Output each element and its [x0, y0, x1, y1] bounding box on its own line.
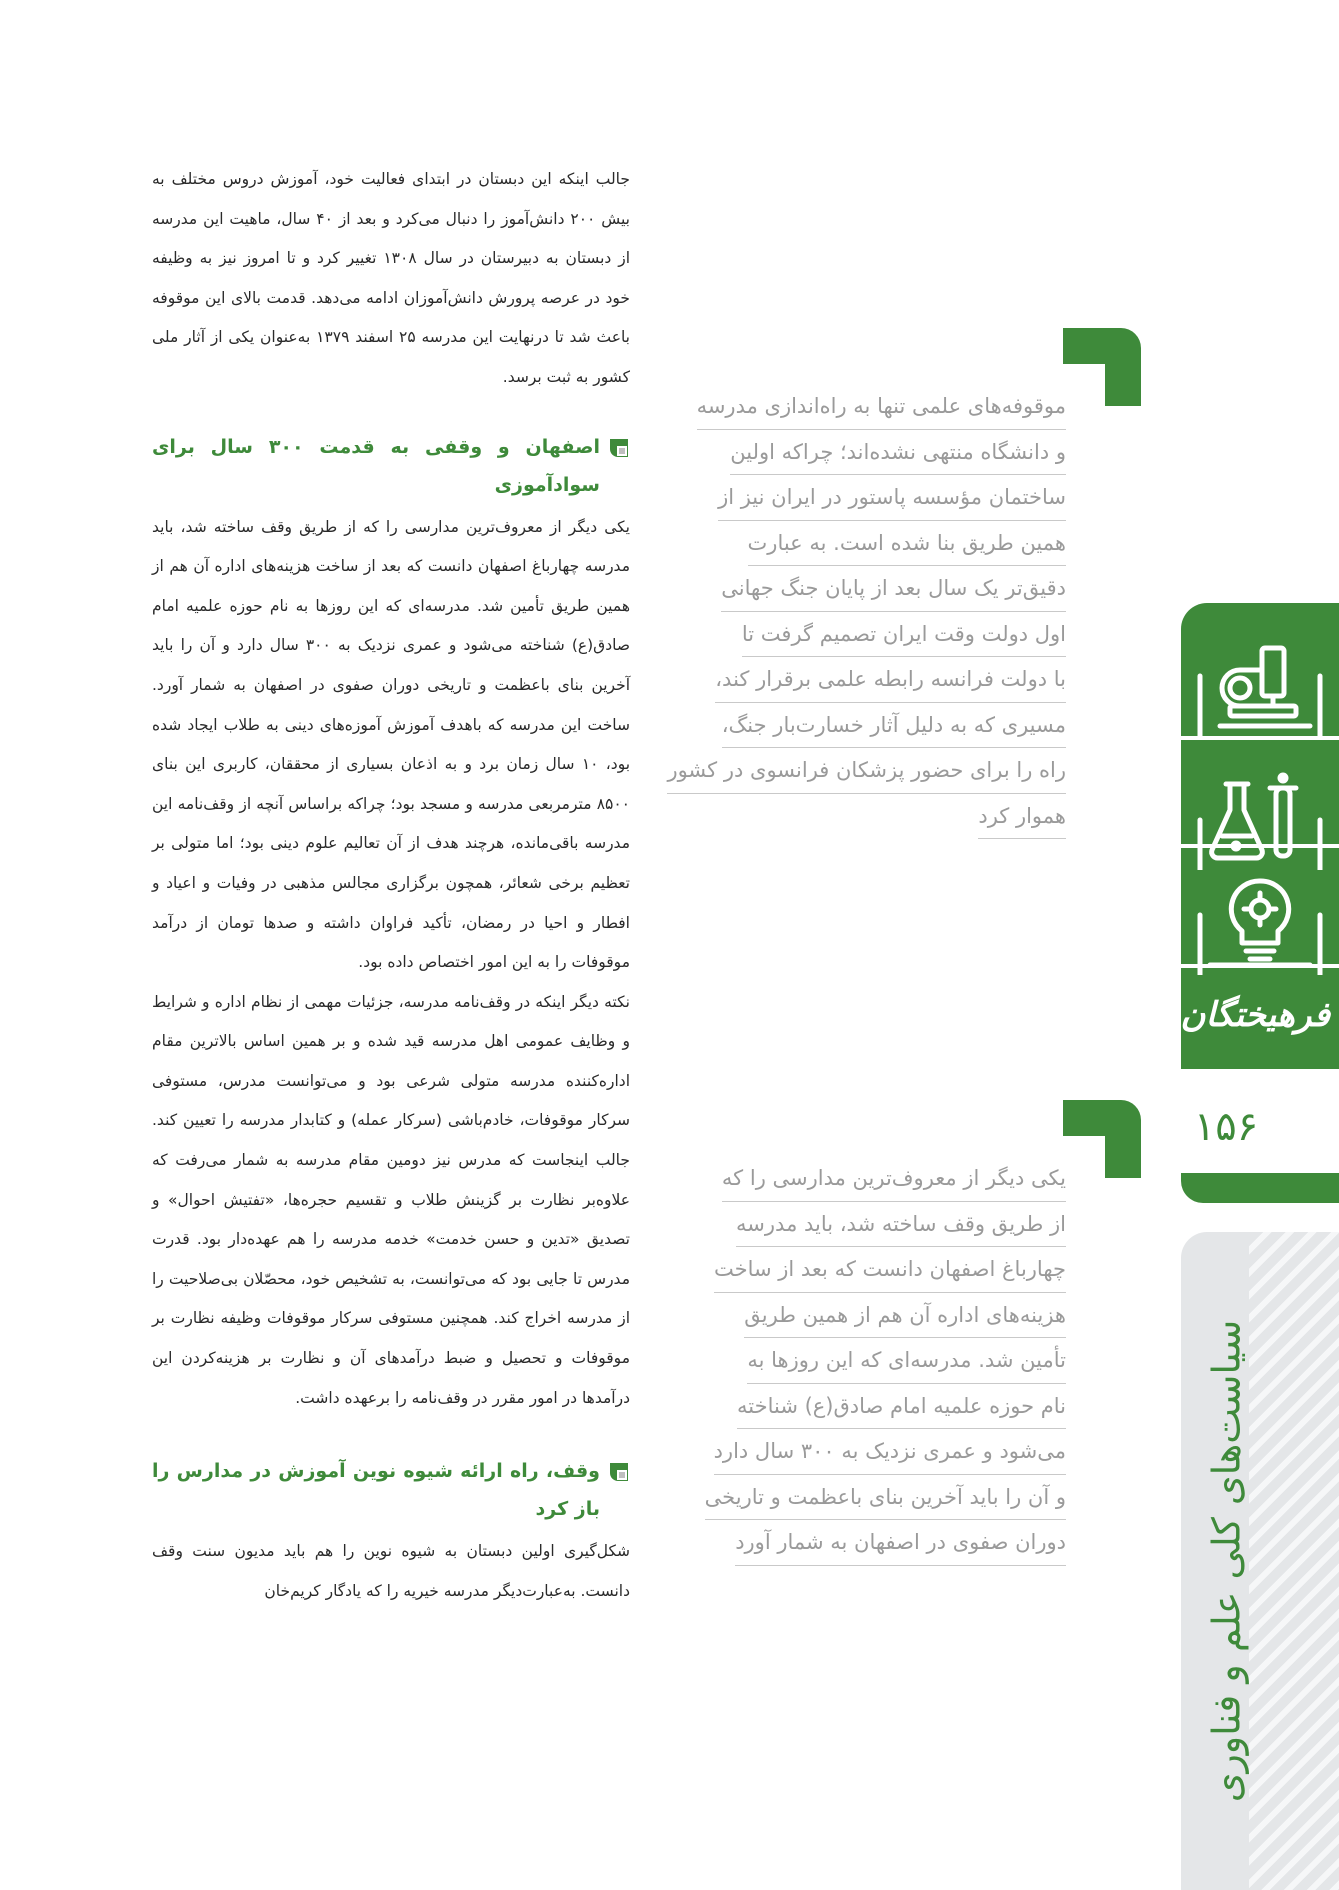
section-heading-isfahan [152, 428, 630, 504]
quote-line: یکی دیگر از معروف‌ترین مدارسی را که [722, 1156, 1066, 1202]
quote-line: و دانشگاه منتهی نشده‌اند؛ چراکه اولین [730, 430, 1066, 476]
heading-text: اصفهان و وقفی به قدمت ۳۰۰ سال برای سوادآموزی [152, 435, 600, 496]
quote-corner-icon [1063, 1100, 1141, 1178]
heading-bullet-icon [608, 1461, 630, 1483]
quote-line: می‌شود و عمری نزدیک به ۳۰۰ سال دارد [714, 1429, 1066, 1475]
paragraph-2: یکی دیگر از معروف‌ترین مدارسی را که از طریق وقف ساخته شد، باید مدرسه چهارباغ اصفهان دانست که بعد از ساخت هزینه‌های اداره آن هم از همین طریق تأمین شد. مدرسه‌ای که این روزها به نام حوزه علمیه امام صادق(ع) شناخته می‌شود و عمری نزدیک به ۳۰۰ سال دارد و آن را باید آخرین بنای باعظمت و تاریخی دوران صفوی در اصفهان به شمار آورد. ساخت این مدرسه که باهدف آموزش آموزه‌های دینی به طلاب ایجاد شده بود، ۱۰ سال زمان برد و به اذعان بسیاری از محققان، کاربری این بنای ۸۵۰۰ مترمربعی مدرسه و مسجد بود؛ چراکه براساس آنچه از وقف‌نامه این مدرسه باقی‌مانده، هرچند هدف از آن تعالیم علوم دینی بود؛ اما متولی بر تعظیم برخی شعائر، همچون برگزاری مجالس مذهبی در وفیات و اعیاد و افطار و احیا در رمضان، تأکید فراوان داشته و صدها تومان از درآمد موقوفات را به این امور اختصاص داده بود. [152, 517, 631, 972]
paragraph-3: نکته دیگر اینکه در وقف‌نامه مدرسه، جزئیات مهمی از نظام اداره و شرایط و وظایف عمومی اهل مدرسه قید شده و بر همین اساس بالاترین مقام اداره‌کننده مدرسه متولی شرعی بود و می‌توانست مدرس، مستوفی سرکار موقوفات، خادم‌باشی (سرکار عمله) و کتابدار مدرسه را تعیین کند. جالب اینجاست که مدرس نیز دومین مقام مدرسه به شمار می‌رفت که علاوه‌بر نظارت بر گزینش طلاب و تقسیم حجره‌ها، «تفتیش احوال» و تصدیق «تدین و حسن خدمت» خدمه مدرسه را هم عهده‌دار بود. قدرت مدرس تا جایی بود که می‌توانست، به تشخیص خود، محصّلان بی‌صلاحیت را از مدرسه اخراج کند. همچنین مستوفی سرکار موقوفات وظیفه نظارت بر موقوفات و تحصیل و ضبط درآمدهای آن و نظارت بر هزینه‌کردن این درآمدها در امور مقرر در وقف‌نامه را برعهده داشت. [152, 992, 630, 1407]
heading-text: وقف، راه ارائه شیوه نوین آموزش در مدارس را باز کرد [152, 1460, 600, 1521]
lab-flask-icon [1190, 770, 1330, 870]
section-heading-new-method [152, 1452, 630, 1528]
quote-line: موقوفه‌های علمی تنها به راه‌اندازی مدرسه [697, 384, 1066, 430]
quote-line: مسیری که به دلیل آثار خسارت‌بار جنگ، [722, 703, 1066, 749]
heading-bullet-icon [608, 437, 630, 459]
quote-line: دوران صفوی در اصفهان به شمار آورد [735, 1520, 1066, 1566]
section-title-text: سیاست‌های کلی علم و فناوری [1204, 1319, 1249, 1803]
quote-line: هموار کرد [978, 794, 1066, 840]
main-column [152, 160, 630, 1611]
sidebar-divider [1181, 964, 1339, 968]
quote-line: ساختمان مؤسسه پاستور در ایران نیز از [718, 475, 1066, 521]
quote-line: تأمین شد. مدرسه‌ای که این روزها به [747, 1338, 1066, 1384]
quote-line: از طریق وقف ساخته شد، باید مدرسه [736, 1202, 1066, 1248]
quote-line: و آن را باید آخرین بنای باعظمت و تاریخی [705, 1475, 1066, 1521]
pull-quote-2 [660, 1156, 1066, 1566]
quote-line: راه را برای حضور پزشکان فرانسوی در کشور [667, 748, 1066, 794]
lightbulb-gear-icon [1190, 875, 1330, 975]
quote-line: نام حوزه علمیه امام صادق(ع) شناخته [737, 1384, 1066, 1430]
quote-line: با دولت فرانسه رابطه علمی برقرار کند، [715, 657, 1066, 703]
sidebar-divider [1181, 844, 1339, 848]
section-title-vertical [1181, 1232, 1271, 1890]
quote-line: اول دولت وقت ایران تصمیم گرفت تا [742, 612, 1066, 658]
sidebar-green-tab [1181, 1173, 1339, 1203]
page-number: ۱۵۶ [1193, 1104, 1259, 1150]
quote-line: همین طریق بنا شده است. به عبارت [748, 521, 1066, 567]
paragraph-1: جالب اینکه این دبستان در ابتدای فعالیت خود، آموزش دروس مختلف به بیش ۲۰۰ دانش‌آموز را دنبال می‌کرد و بعد از ۴۰ سال، ماهیت این مدرسه از دبستان به دبیرستان در سال ۱۳۰۸ تغییر کرد و تا امروز نیز به وظیفه خود در عرصه پرورش دانش‌آموزان ادامه می‌دهد. قدمت بالای این موقوفه باعث شد تا درنهایت این مدرسه ۲۵ اسفند ۱۳۷۹ به‌عنوان یکی از آثار ملی کشور به ثبت برسد. [152, 170, 631, 386]
sidebar-divider [1181, 736, 1339, 740]
quote-line: هزینه‌های اداره آن هم از همین طریق [744, 1293, 1066, 1339]
paragraph-4: شکل‌گیری اولین دبستان به شیوه نوین را هم باید مدیون سنت وقف دانست. به‌عبارت‌دیگر مدرسه خیریه را که یادگار کریم‌خان [152, 1542, 630, 1600]
pull-quote-1 [660, 384, 1066, 839]
quote-line: دقیق‌تر یک سال بعد از پایان جنگ جهانی [721, 566, 1066, 612]
brand-logo: فرهیختگان [1180, 995, 1330, 1035]
quote-line: چهارباغ اصفهان دانست که بعد از ساخت [714, 1247, 1066, 1293]
microscope-icon [1190, 640, 1330, 740]
quote-corner-icon [1063, 328, 1141, 406]
